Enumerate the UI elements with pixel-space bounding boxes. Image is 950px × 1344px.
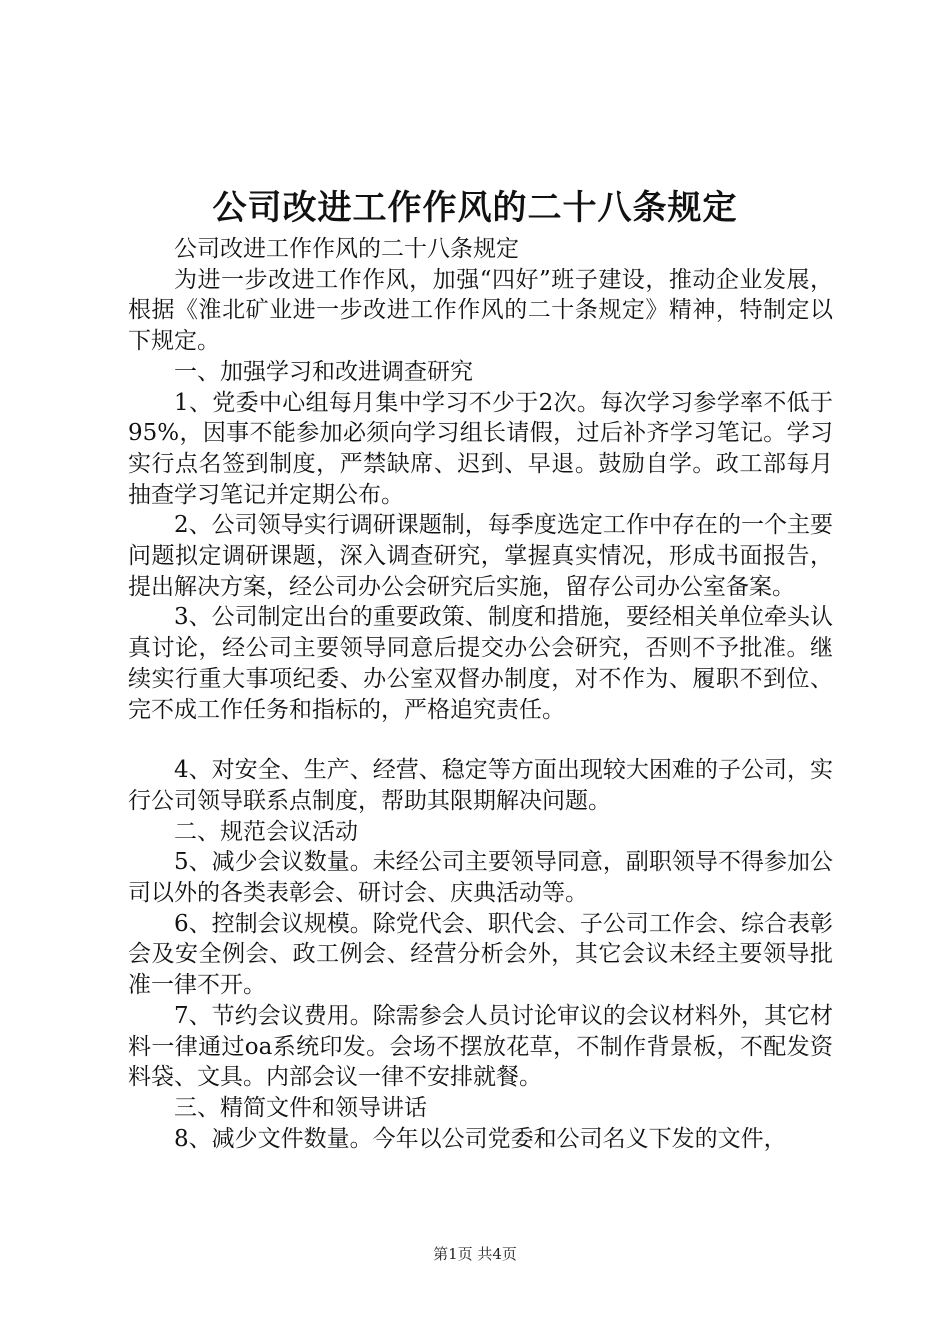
page-number-footer: 第1页 共4页 xyxy=(433,1245,517,1263)
section-heading-2: 二、规范会议活动 xyxy=(174,818,358,845)
paragraph-rule-4: 4、对安全、生产、经营、稳定等方面出现较大困难的子公司，实行公司领导联系点制度，帮助其限期解决问题。 xyxy=(128,757,833,814)
paragraph-rule-8: 8、减少文件数量。今年以公司党委和公司名义下发的文件， xyxy=(174,1125,787,1152)
paragraph-subtitle: 公司改进工作作风的二十八条规定 xyxy=(174,236,519,262)
paragraph-rule-1: 1、党委中心组每月集中学习不少于2次。每次学习参学率不低于95%，因事不能参加必须向学习组长请假，过后补齐学习笔记。学习实行点名签到制度，严禁缺席、迟到、早退。鼓励自学。政工部每月抽查学习笔记并定期公布。 xyxy=(128,389,833,508)
paragraph-rule-3: 3、公司制定出台的重要政策、制度和措施，要经相关单位牵头认真讨论，经公司主要领导同意后提交办公会研究，否则不予批准。继续实行重大事项纪委、办公室双督办制度，对不作为、履职不到位、完不成工作任务和指标的，严格追究责任。 xyxy=(128,604,833,723)
paragraph-rule-5: 5、减少会议数量。未经公司主要领导同意，副职领导不得参加公司以外的各类表彰会、研讨会、庆典活动等。 xyxy=(128,849,833,907)
document-title: 公司改进工作作风的二十八条规定 xyxy=(212,188,738,228)
paragraph-rule-2: 2、公司领导实行调研课题制，每季度选定工作中存在的一个主要问题拟定调研课题，深入调查研究，掌握真实情况，形成书面报告，提出解决方案，经公司办公会研究后实施，留存公司办公室备案。 xyxy=(128,512,833,600)
section-heading-3: 三、精简文件和领导讲话 xyxy=(174,1094,427,1121)
section-heading-1: 一、加强学习和改进调查研究 xyxy=(174,358,473,385)
paragraph-rule-6: 6、控制会议规模。除党代会、职代会、子公司工作会、综合表彰会及安全例会、政工例会、经营分析会外，其它会议未经主要领导批准一律不开。 xyxy=(128,910,833,999)
paragraph-intro: 为进一步改进工作作风，加强“四好”班子建设，推动企业发展，根据《淮北矿业进一步改进工作作风的二十条规定》精神，特制定以下规定。 xyxy=(128,266,833,355)
paragraph-rule-7: 7、节约会议费用。除需参会人员讨论审议的会议材料外，其它材料一律通过oa系统印发。会场不摆放花草，不制作背景板，不配发资料袋、文具。内部会议一律不安排就餐。 xyxy=(128,1002,833,1091)
document-body xyxy=(128,234,833,1154)
